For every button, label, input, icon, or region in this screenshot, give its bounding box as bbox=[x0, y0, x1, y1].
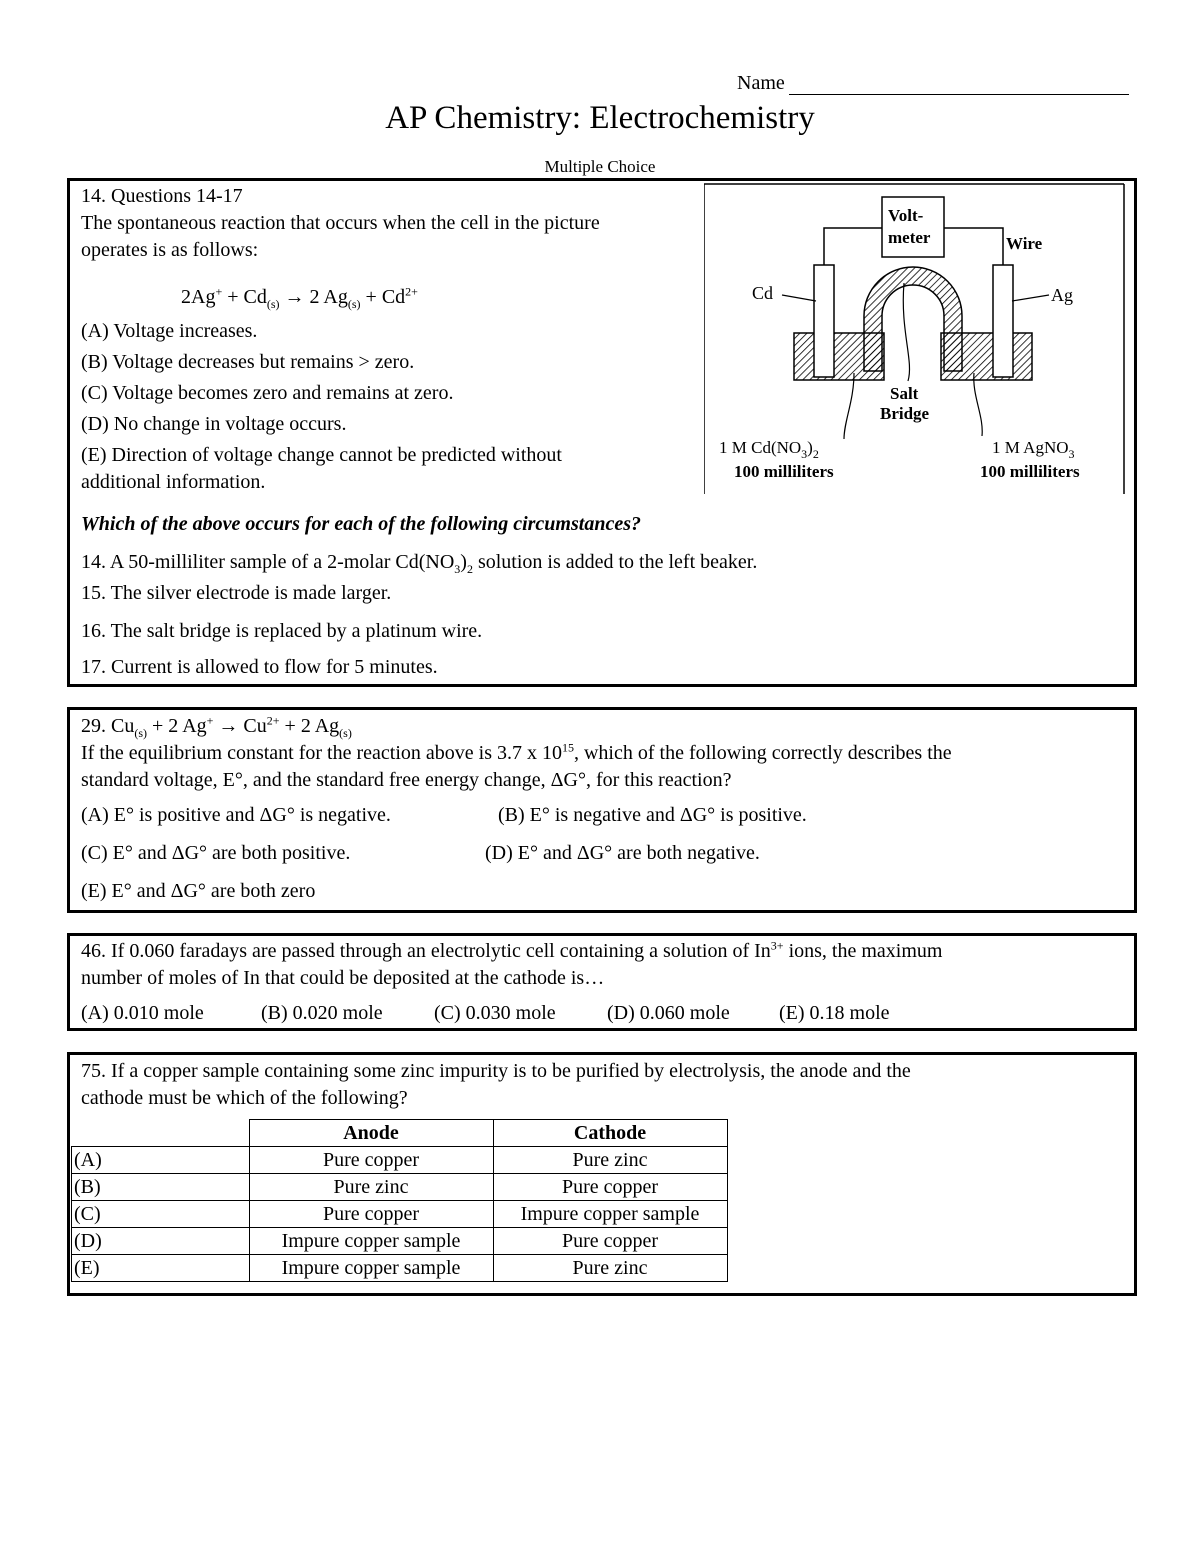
cadmium-electrode bbox=[814, 265, 834, 377]
svg-text:100 milliliters: 100 milliliters bbox=[734, 462, 834, 481]
question-29-box bbox=[67, 707, 1137, 913]
q46-option-e: (E) 0.18 mole bbox=[779, 1002, 890, 1024]
table-header-empty bbox=[72, 1120, 250, 1147]
circumstance-16: 16. The salt bridge is replaced by a platinum wire. bbox=[81, 620, 483, 642]
table-header-row bbox=[72, 1120, 728, 1147]
voltmeter-label-1: Volt- bbox=[888, 206, 924, 225]
wire-right bbox=[944, 228, 1003, 265]
q14-option-d: (D) No change in voltage occurs. bbox=[81, 413, 347, 435]
section-subtitle: Multiple Choice bbox=[544, 157, 656, 176]
name-blank-line bbox=[789, 74, 1129, 95]
salt-bridge-label-2: Bridge bbox=[880, 404, 930, 423]
right-solution-label bbox=[980, 438, 1080, 481]
table-header-anode: Anode bbox=[249, 1120, 493, 1147]
question-14-box bbox=[67, 178, 1137, 687]
q29-reaction: 29. $Cu_{(s)} + 2$ $Ag^+ \to Cu^{2+} + 2$ $Ag_{(s)}$ bbox=[81, 713, 352, 740]
page-title: AP Chemistry: Electrochemistry bbox=[385, 100, 815, 136]
circumstance-14: 14. A 50-milliliter sample of a 2-molar $Cd(NO_3)_2$ solution is added to the left beaker. bbox=[81, 551, 758, 576]
cadmium-label: Cd bbox=[752, 283, 774, 303]
svg-text:1 M AgNO3: 1 M AgNO$_3$ bbox=[992, 438, 1075, 461]
question-75-text bbox=[81, 1058, 1126, 1112]
q14-reaction: $2Ag^+ + Cd_{(s)} \to 2$ $Ag_{(s)} + Cd^{2+}$ bbox=[181, 284, 418, 311]
q75-answer-table bbox=[71, 1119, 728, 1282]
question-75-box bbox=[67, 1052, 1137, 1296]
q14-stem-line-2: operates is as follows: bbox=[81, 239, 259, 261]
left-solution-label bbox=[719, 438, 834, 481]
q46-option-b: (B) 0.020 mole bbox=[261, 1002, 383, 1024]
voltmeter-label-2: meter bbox=[888, 228, 931, 247]
q46-stem-line-2: number of moles of In that could be deposited at the cathode is… bbox=[81, 967, 605, 989]
q29-option-e: (E) E° and ΔG° are both zero bbox=[81, 880, 316, 902]
question-14-text bbox=[81, 183, 721, 496]
svg-text:1 M Cd(NO3)2: 1 M $Cd(NO_3)_2$ bbox=[719, 438, 819, 461]
q46-option-d: (D) 0.060 mole bbox=[607, 1002, 730, 1024]
svg-text:100 milliliters: 100 milliliters bbox=[980, 462, 1080, 481]
table-row: (E) Impure copper sample Pure zinc bbox=[72, 1255, 728, 1282]
q46-option-a: (A) 0.010 mole bbox=[81, 1002, 204, 1024]
q46-option-c: (C) 0.030 mole bbox=[434, 1002, 556, 1024]
silver-electrode bbox=[993, 265, 1013, 377]
q29-option-a: (A) E° is positive and ΔG° is negative. bbox=[81, 804, 391, 826]
question-46-text bbox=[81, 938, 1126, 1027]
circumstance-17: 17. Current is allowed to flow for 5 minutes. bbox=[81, 656, 438, 678]
table-row: (C) Pure copper Impure copper sample bbox=[72, 1201, 728, 1228]
q29-option-d: (D) E° and ΔG° are both negative. bbox=[485, 842, 760, 864]
q14-option-e-continued: additional information. bbox=[81, 471, 266, 493]
silver-label: Ag bbox=[1051, 285, 1073, 305]
question-46-box bbox=[67, 933, 1137, 1031]
q75-stem-line-1: 75. If a copper sample containing some zinc impurity is to be purified by electrolysis, the anode and the bbox=[81, 1060, 911, 1082]
q29-options-row-1 bbox=[81, 802, 1126, 829]
q14-heading: 14. Questions 14-17 bbox=[81, 185, 243, 207]
name-field bbox=[737, 72, 1129, 95]
q14-stem-line-1: The spontaneous reaction that occurs when the cell in the picture bbox=[81, 212, 600, 234]
q29-stem-line-1: If the equilibrium constant for the reaction above is 3.7 x $10^{15}$, which of the following correctly describes the bbox=[81, 740, 952, 764]
q14-option-e: (E) Direction of voltage change cannot be predicted without bbox=[81, 444, 562, 466]
q29-option-c: (C) E° and ΔG° are both positive. bbox=[81, 842, 351, 864]
q75-stem-line-2: cathode must be which of the following? bbox=[81, 1087, 408, 1109]
q14-option-c: (C) Voltage becomes zero and remains at zero. bbox=[81, 382, 454, 404]
name-label: Name bbox=[737, 72, 785, 94]
q29-option-b: (B) E° is negative and ΔG° is positive. bbox=[498, 804, 807, 826]
q14-circumstances bbox=[81, 511, 1121, 681]
q14-option-b: (B) Voltage decreases but remains > zero. bbox=[81, 351, 415, 373]
question-29-text bbox=[81, 713, 1126, 905]
galvanic-cell-diagram bbox=[704, 181, 1128, 496]
wire-label: Wire bbox=[1006, 234, 1043, 253]
q29-options-row-2 bbox=[81, 840, 1126, 867]
q46-stem-line-1: 46. If 0.060 faradays are passed through an electrolytic cell containing a solution of $In^{3+}$ ions, the maximum bbox=[81, 938, 943, 962]
salt-bridge-label-1: Salt bbox=[890, 384, 919, 403]
table-row: (A) Pure copper Pure zinc bbox=[72, 1147, 728, 1174]
circumstance-15: 15. The silver electrode is made larger. bbox=[81, 582, 392, 604]
wire-left bbox=[824, 228, 882, 265]
q46-options bbox=[81, 1000, 1126, 1027]
table-header-cathode: Cathode bbox=[493, 1120, 727, 1147]
table-row: (B) Pure zinc Pure copper bbox=[72, 1174, 728, 1201]
q14-option-a: (A) Voltage increases. bbox=[81, 320, 258, 342]
q14-prompt: Which of the above occurs for each of the following circumstances? bbox=[81, 513, 641, 535]
table-row: (D) Impure copper sample Pure copper bbox=[72, 1228, 728, 1255]
q29-stem-line-2: standard voltage, E°, and the standard free energy change, ΔG°, for this reaction? bbox=[81, 769, 732, 791]
salt-bridge bbox=[864, 267, 962, 371]
